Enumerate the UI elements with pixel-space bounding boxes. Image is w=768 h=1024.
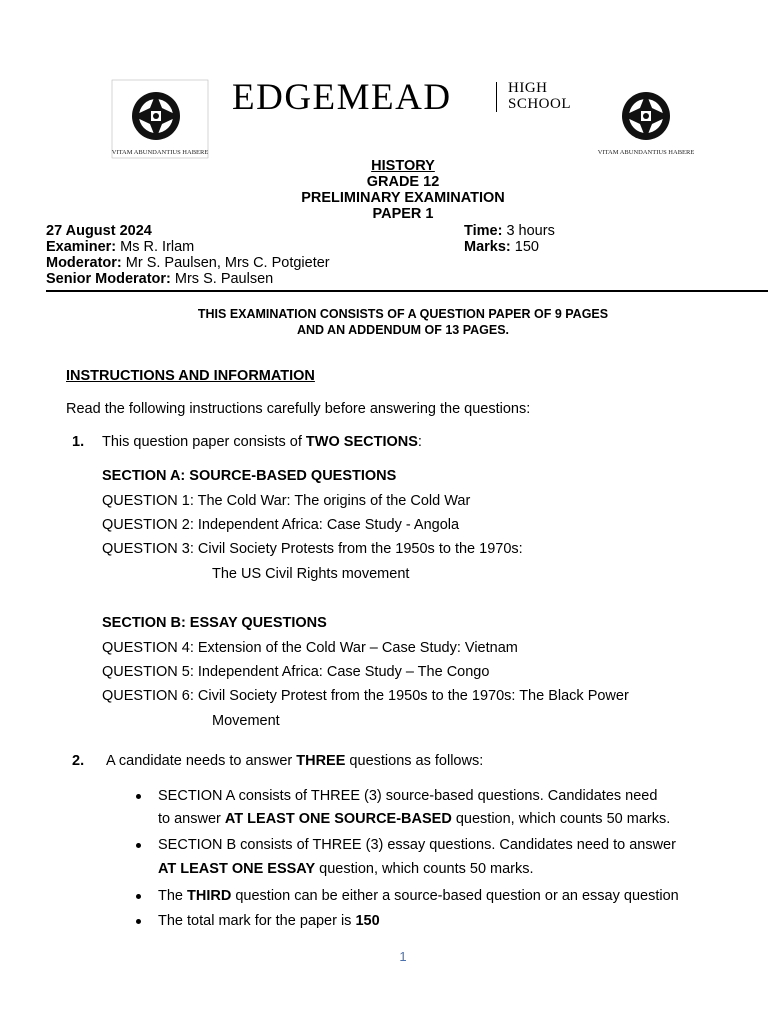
question-4: QUESTION 4: Extension of the Cold War – Case Study: Vietnam (102, 640, 518, 656)
school-name: EDGEMEAD (232, 77, 452, 118)
header-divider (46, 290, 768, 292)
marks-info: Marks: 150 (464, 239, 539, 255)
examiner-info: Examiner: Ms R. Irlam (46, 239, 195, 255)
bullet-1-marker (136, 794, 141, 799)
item-1-number: 1. (72, 434, 85, 450)
page-number: 1 (399, 949, 407, 964)
bullet-3-text: The THIRD question can be either a source-based question or an essay question (158, 888, 679, 904)
paper-title: PAPER 1 (372, 206, 434, 222)
instructions-heading: INSTRUCTIONS AND INFORMATION (66, 368, 315, 384)
question-6-continued: Movement (212, 713, 280, 729)
bullet-1-line-1: SECTION A consists of THREE (3) source-based questions. Candidates need (158, 788, 658, 804)
svg-text:VITAM ABUNDANTIUS HABERE: VITAM ABUNDANTIUS HABERE (597, 149, 695, 156)
grade-title: GRADE 12 (366, 174, 440, 190)
exam-date: 27 August 2024 (46, 223, 152, 239)
item-1-text: This question paper consists of TWO SECTIONS: (102, 434, 422, 450)
wordmark-divider (496, 82, 497, 112)
bullet-2-line-2: AT LEAST ONE ESSAY question, which counts 50 marks. (158, 861, 534, 877)
subject-title: HISTORY (371, 158, 435, 174)
question-6: QUESTION 6: Civil Society Protest from the 1950s to the 1970s: The Black Power (102, 688, 629, 704)
bullet-4-marker (136, 919, 141, 924)
school-crest-left (110, 78, 210, 160)
question-3: QUESTION 3: Civil Society Protests from the 1950s to the 1970s: (102, 541, 523, 557)
bullet-2-marker (136, 843, 141, 848)
question-1: QUESTION 1: The Cold War: The origins of the Cold War (102, 493, 471, 509)
bullet-1-line-2: to answer AT LEAST ONE SOURCE-BASED question, which counts 50 marks. (158, 811, 671, 827)
school-sub-high: HIGH (508, 80, 548, 96)
notice-line-2: AND AN ADDENDUM OF 13 PAGES. (296, 323, 510, 337)
exam-title: PRELIMINARY EXAMINATION (301, 190, 505, 206)
notice-line-1: THIS EXAMINATION CONSISTS OF A QUESTION PAPER OF 9 PAGES (197, 307, 609, 321)
bullet-2-line-1: SECTION B consists of THREE (3) essay questions. Candidates need to answer (158, 837, 676, 853)
senior-moderator-info: Senior Moderator: Mrs S. Paulsen (46, 271, 274, 287)
school-crest-right (596, 78, 696, 160)
bullet-4-text: The total mark for the paper is 150 (158, 913, 380, 929)
section-b-heading: SECTION B: ESSAY QUESTIONS (102, 615, 327, 631)
question-3-continued: The US Civil Rights movement (212, 566, 410, 582)
school-sub-school: SCHOOL (508, 96, 572, 112)
bullet-3-marker (136, 894, 141, 899)
section-a-heading: SECTION A: SOURCE-BASED QUESTIONS (102, 468, 397, 484)
item-2-text: A candidate needs to answer THREE questions as follows: (106, 753, 484, 769)
time-info: Time: 3 hours (464, 223, 555, 239)
item-2-number: 2. (72, 753, 85, 769)
instructions-intro: Read the following instructions carefully before answering the questions: (66, 401, 531, 417)
svg-text:VITAM ABUNDANTIUS HABERE: VITAM ABUNDANTIUS HABERE (111, 149, 209, 156)
school-wordmark (232, 78, 572, 118)
question-2: QUESTION 2: Independent Africa: Case Study - Angola (102, 517, 460, 533)
question-5: QUESTION 5: Independent Africa: Case Study – The Congo (102, 664, 490, 680)
moderator-info: Moderator: Mr S. Paulsen, Mrs C. Potgieter (46, 255, 330, 271)
